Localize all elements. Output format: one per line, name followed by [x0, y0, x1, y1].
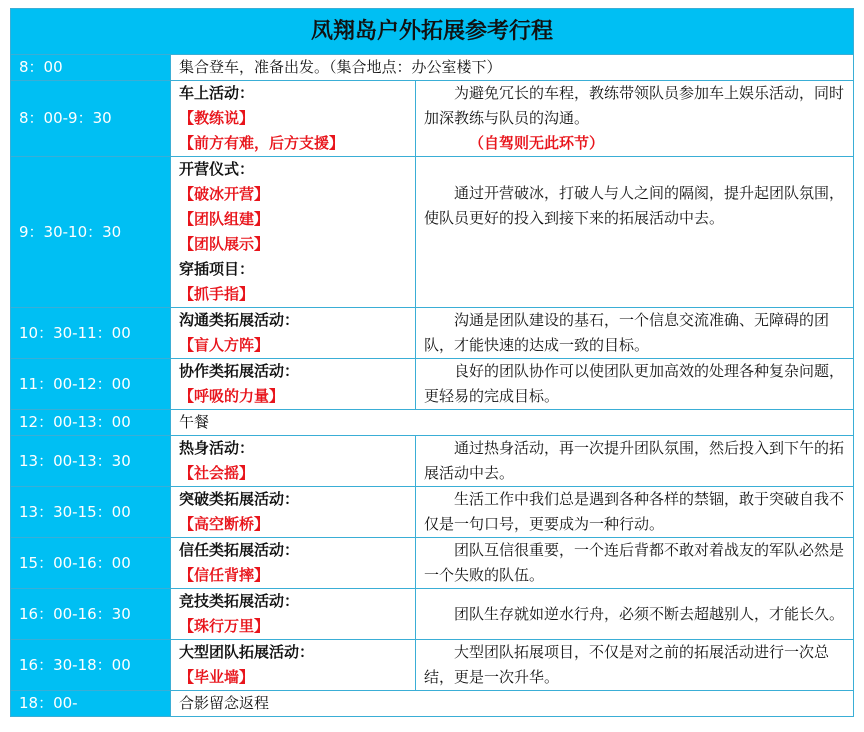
- activity-heading: 竞技类拓展活动：: [179, 592, 300, 610]
- itinerary-sheet: [10, 8, 853, 724]
- activity-item: 【毕业墙】: [179, 668, 255, 686]
- time-cell: 12：00-13：00: [11, 410, 171, 436]
- activity-heading: 开营仪式：: [179, 160, 255, 178]
- schedule-row: [11, 691, 854, 717]
- merged-activity-cell: 合影留念返程: [171, 691, 854, 717]
- time-cell: 8：00: [11, 55, 171, 81]
- activity-cell: [171, 157, 416, 308]
- activity-heading: 车上活动：: [179, 84, 255, 102]
- time-cell: 8：00-9：30: [11, 81, 171, 157]
- activity-item: 【团队展示】: [179, 235, 270, 253]
- activity-item: 【社会摇】: [179, 464, 255, 482]
- activity-cell: [171, 359, 416, 410]
- page-title: 凤翔岛户外拓展参考行程: [11, 9, 854, 55]
- activity-cell: [171, 308, 416, 359]
- schedule-row: [11, 436, 854, 487]
- activity-item: 【教练说】: [179, 109, 255, 127]
- title-row: [11, 9, 854, 55]
- activity-heading: 热身活动：: [179, 439, 255, 457]
- description-cell: [416, 538, 854, 589]
- activity-item: 【信任背摔】: [179, 566, 270, 584]
- activity-heading: 突破类拓展活动：: [179, 490, 300, 508]
- activity-item: 【呼吸的力量】: [179, 387, 285, 405]
- description-text: 良好的团队协作可以使团队更加高效的处理各种复杂问题，更轻易的完成目标。: [424, 362, 845, 405]
- description-cell: [416, 157, 854, 308]
- activity-item: 【破冰开营】: [179, 185, 270, 203]
- itinerary-table: [10, 8, 854, 717]
- description-text: 团队生存就如逆水行舟，必须不断去超越别人，才能长久。: [454, 604, 845, 623]
- time-cell: 18：00-: [11, 691, 171, 717]
- activity-item: 【珠行万里】: [179, 617, 270, 635]
- time-cell: 11：00-12：00: [11, 359, 171, 410]
- schedule-row: [11, 308, 854, 359]
- activity-item: 【抓手指】: [179, 285, 255, 303]
- activity-cell: [171, 81, 416, 157]
- description-cell: [416, 487, 854, 538]
- activity-cell: [171, 589, 416, 640]
- schedule-row: [11, 55, 854, 81]
- description-cell: [416, 359, 854, 410]
- description-cell: [416, 640, 854, 691]
- description-text: 通过开营破冰，打破人与人之间的隔阂，提升起团队氛围，使队员更好的投入到接下来的拓展活动中去。: [424, 184, 845, 227]
- activity-item: 【高空断桥】: [179, 515, 270, 533]
- description-note: （自驾则无此环节）: [469, 134, 605, 152]
- time-cell: 13：00-13：30: [11, 436, 171, 487]
- activity-cell: [171, 487, 416, 538]
- activity-item: 【团队组建】: [179, 210, 270, 228]
- merged-activity-cell: 午餐: [171, 410, 854, 436]
- schedule-row: [11, 410, 854, 436]
- description-text: 通过热身活动，再一次提升团队氛围，然后投入到下午的拓展活动中去。: [424, 439, 845, 482]
- description-text: 大型团队拓展项目，不仅是对之前的拓展活动进行一次总结，更是一次升华。: [424, 643, 830, 686]
- time-cell: 16：00-16：30: [11, 589, 171, 640]
- time-cell: 9：30-10：30: [11, 157, 171, 308]
- description-cell: [416, 81, 854, 157]
- activity-cell: [171, 436, 416, 487]
- schedule-row: [11, 81, 854, 157]
- merged-activity-cell: 集合登车，准备出发。（集合地点：办公室楼下）: [171, 55, 854, 81]
- time-cell: 16：30-18：00: [11, 640, 171, 691]
- description-text: 团队互信很重要，一个连后背都不敢对着战友的军队必然是一个失败的队伍。: [424, 541, 845, 584]
- activity-item: 【前方有难，后方支援】: [179, 134, 345, 152]
- activity-item: 【盲人方阵】: [179, 336, 270, 354]
- description-cell: [416, 436, 854, 487]
- activity-cell: [171, 538, 416, 589]
- description-cell: [416, 308, 854, 359]
- schedule-row: [11, 640, 854, 691]
- time-cell: 13：30-15：00: [11, 487, 171, 538]
- description-cell: [416, 589, 854, 640]
- time-cell: 15：00-16：00: [11, 538, 171, 589]
- activity-heading: 沟通类拓展活动：: [179, 311, 300, 329]
- activity-heading: 协作类拓展活动：: [179, 362, 300, 380]
- schedule-row: [11, 589, 854, 640]
- activity-heading: 大型团队拓展活动：: [179, 643, 315, 661]
- schedule-row: [11, 359, 854, 410]
- activity-cell: [171, 640, 416, 691]
- description-text: 为避免冗长的车程，教练带领队员参加车上娱乐活动，同时加深教练与队员的沟通。: [424, 84, 845, 127]
- activity-heading: 信任类拓展活动：: [179, 541, 300, 559]
- description-text: 生活工作中我们总是遇到各种各样的禁锢，敢于突破自我不仅是一句口号，更要成为一种行动。: [424, 490, 845, 533]
- description-text: 沟通是团队建设的基石，一个信息交流准确、无障碍的团队，才能快速的达成一致的目标。: [424, 311, 830, 354]
- activity-subheading: 穿插项目：: [179, 260, 255, 278]
- schedule-row: [11, 157, 854, 308]
- schedule-row: [11, 487, 854, 538]
- time-cell: 10：30-11：00: [11, 308, 171, 359]
- schedule-row: [11, 538, 854, 589]
